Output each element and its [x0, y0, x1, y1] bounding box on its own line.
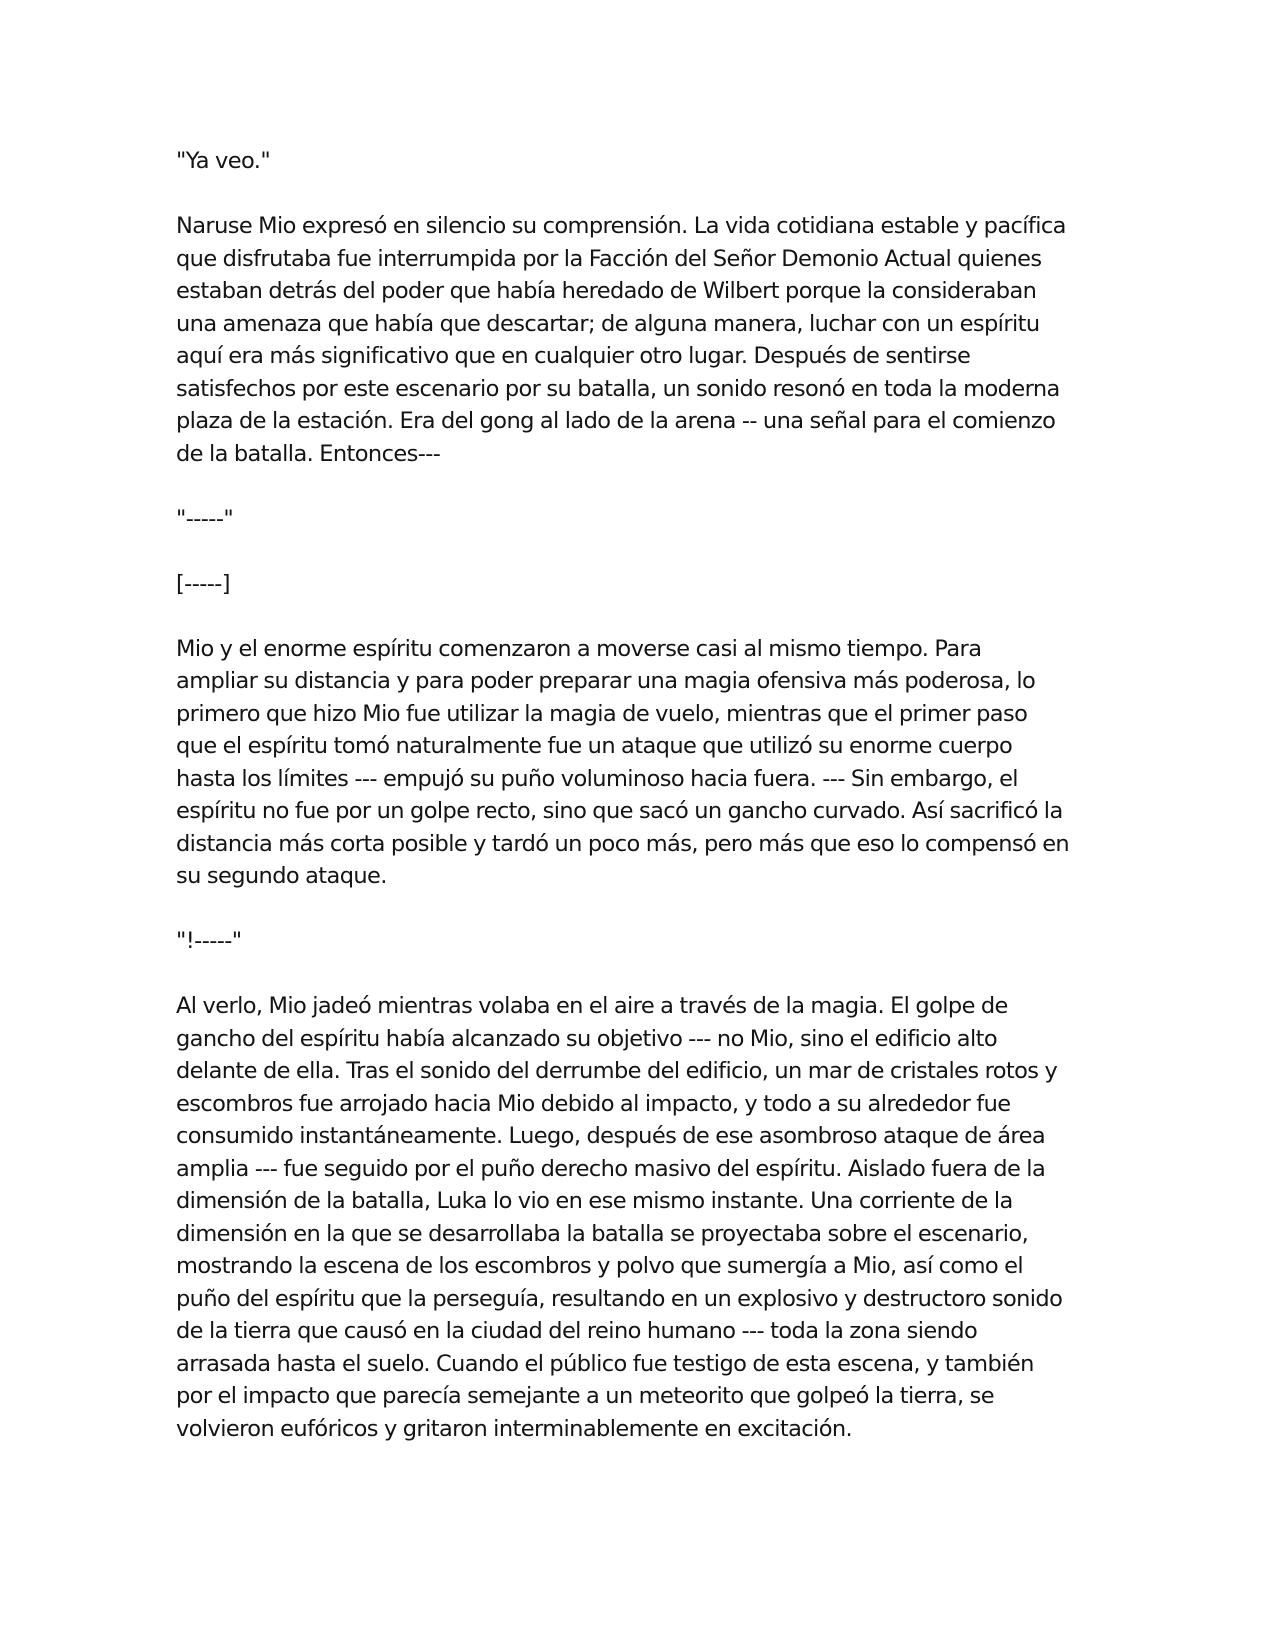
text-line: de la tierra que causó en la ciudad del reino humano --- toda la zona siendo	[176, 1318, 978, 1344]
paragraph-4	[176, 568, 1106, 601]
text-line: aquí era más significativo que en cualquier otro lugar. Después de sentirse	[176, 343, 971, 369]
text-line: espíritu no fue por un golpe recto, sino que sacó un gancho curvado. Así sacrificó la	[176, 798, 1063, 824]
text-line: distancia más corta posible y tardó un poco más, pero más que eso lo compensó en	[176, 830, 1070, 857]
text-line: su segundo ataque.	[176, 863, 387, 889]
paragraph-6	[176, 925, 1106, 958]
paragraph-2	[176, 210, 1106, 470]
text-line: "Ya veo."	[176, 148, 271, 174]
paragraph-7	[176, 990, 1106, 1445]
text-line: primero que hizo Mio fue utilizar la magia de vuelo, mientras que el primer paso	[176, 700, 1028, 727]
text-line: "!-----"	[176, 928, 242, 954]
text-line: arrasada hasta el suelo. Cuando el público fue testigo de esta escena, y también	[176, 1350, 1034, 1377]
text-line: ampliar su distancia y para poder preparar una magia ofensiva más poderosa, lo	[176, 668, 1036, 694]
text-line: consumido instantáneamente. Luego, después de ese asombroso ataque de área	[176, 1123, 1046, 1149]
text-line: por el impacto que parecía semejante a un meteorito que golpeó la tierra, se	[176, 1383, 994, 1409]
text-line: que disfrutaba fue interrumpida por la Facción del Señor Demonio Actual quienes	[176, 245, 1042, 272]
text-line: escombros fue arrojado hacia Mio debido al impacto, y todo a su alrededor fue	[176, 1090, 1011, 1117]
text-line: Naruse Mio expresó en silencio su comprensión. La vida cotidiana estable y pacífica	[176, 213, 1066, 239]
document-body	[176, 145, 1106, 1478]
text-line: de la batalla. Entonces---	[176, 440, 441, 467]
text-line: dimensión en la que se desarrollaba la batalla se proyectaba sobre el escenario,	[176, 1220, 1029, 1247]
text-line: gancho del espíritu había alcanzado su objetivo --- no Mio, sino el edificio alto	[176, 1025, 998, 1052]
text-line: [-----]	[176, 570, 230, 597]
text-line: que el espíritu tomó naturalmente fue un ataque que utilizó su enorme cuerpo	[176, 733, 1013, 759]
text-line: mostrando la escena de los escombros y polvo que sumergía a Mio, así como el	[176, 1253, 1024, 1279]
text-line: puño del espíritu que la perseguía, resultando en un explosivo y destructoro sonido	[176, 1285, 1063, 1312]
text-line: Mio y el enorme espíritu comenzaron a moverse casi al mismo tiempo. Para	[176, 635, 982, 662]
paragraph-3	[176, 503, 1106, 536]
text-line: satisfechos por este escenario por su batalla, un sonido resonó en toda la moderna	[176, 375, 1060, 402]
text-line: delante de ella. Tras el sonido del derrumbe del edificio, un mar de cristales rotos y	[176, 1058, 1058, 1084]
text-line: plaza de la estación. Era del gong al lado de la arena -- una señal para el comienzo	[176, 408, 1056, 434]
text-line: dimensión de la batalla, Luka lo vio en ese mismo instante. Una corriente de la	[176, 1188, 1013, 1214]
paragraph-1	[176, 145, 1106, 178]
text-line: hasta los límites --- empujó su puño voluminoso hacia fuera. --- Sin embargo, el	[176, 765, 1018, 792]
text-line: Al verlo, Mio jadeó mientras volaba en el aire a través de la magia. El golpe de	[176, 993, 1008, 1019]
text-line: "-----"	[176, 505, 234, 532]
text-line: una amenaza que había que descartar; de alguna manera, luchar con un espíritu	[176, 310, 1040, 337]
paragraph-5	[176, 633, 1106, 893]
text-line: amplia --- fue seguido por el puño derecho masivo del espíritu. Aislado fuera de la	[176, 1155, 1046, 1182]
text-line: estaban detrás del poder que había heredado de Wilbert porque la consideraban	[176, 278, 1037, 304]
text-line: volvieron eufóricos y gritaron interminablemente en excitación.	[176, 1415, 853, 1442]
